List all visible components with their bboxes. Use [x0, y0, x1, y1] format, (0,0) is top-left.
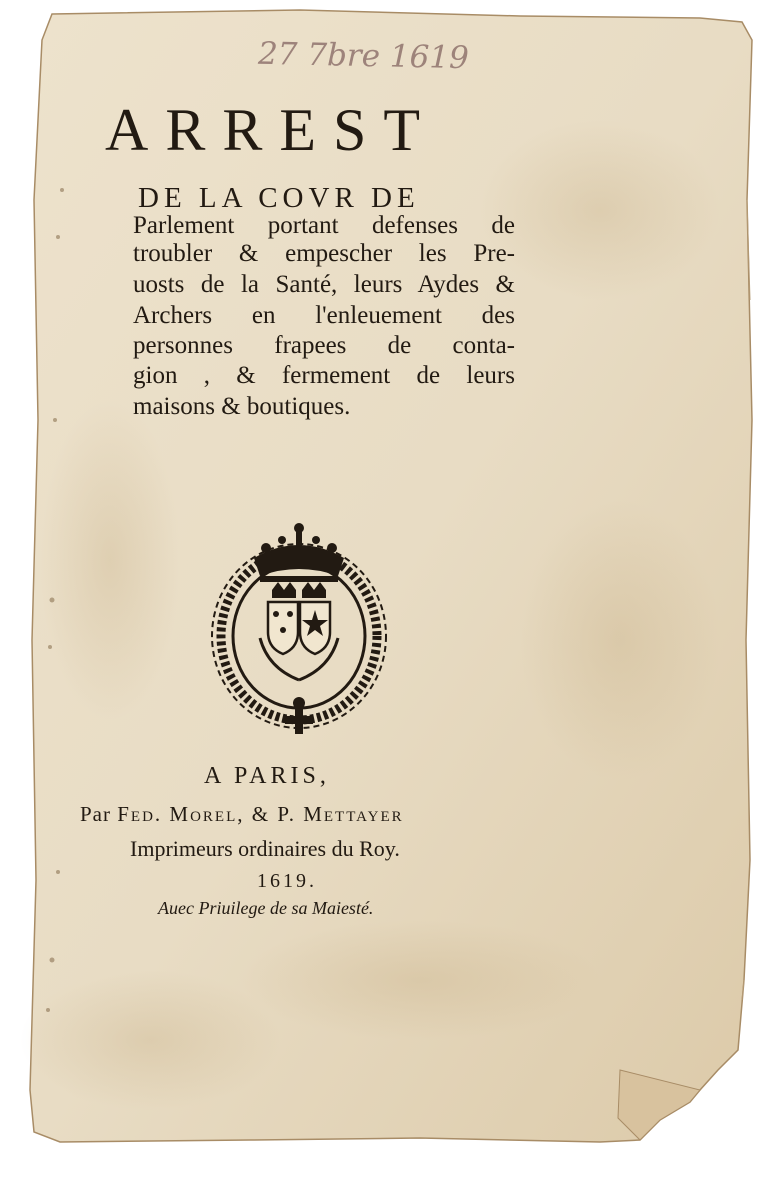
- title-body-line-5: personnes frapees de conta-: [133, 332, 515, 359]
- imprint-printers: [80, 802, 404, 827]
- title-body-line-4: Archers en l'enleuement des: [133, 302, 515, 329]
- imprint-printers-prefix: Par: [80, 802, 111, 826]
- imprint-printers-title: Imprimeurs ordinaires du Roy.: [130, 836, 400, 861]
- title-body-line-6: gion , & fermement de leurs: [133, 362, 515, 389]
- imprint-place: A PARIS,: [204, 763, 330, 789]
- handwritten-date-annotation: 27 7bre 1619: [257, 35, 470, 77]
- document-subtitle: DE LA COVR DE: [138, 182, 420, 214]
- title-body-line-7: maisons & boutiques.: [133, 393, 351, 420]
- imprint-year: 1619.: [257, 870, 317, 892]
- title-body-line-1: Parlement portant defenses de: [133, 212, 515, 239]
- document-title: ARREST: [105, 97, 438, 163]
- imprint-printers-names: Fed. Morel, & P. Mettayer: [117, 802, 404, 826]
- imprint-privilege: Auec Priuilege de sa Maiesté.: [158, 898, 374, 918]
- title-body-line-2: troubler & empescher les Pre-: [133, 240, 515, 267]
- title-body-line-3: uosts de la Santé, leurs Aydes &: [133, 271, 515, 298]
- royal-coat-of-arms-icon: [208, 518, 390, 738]
